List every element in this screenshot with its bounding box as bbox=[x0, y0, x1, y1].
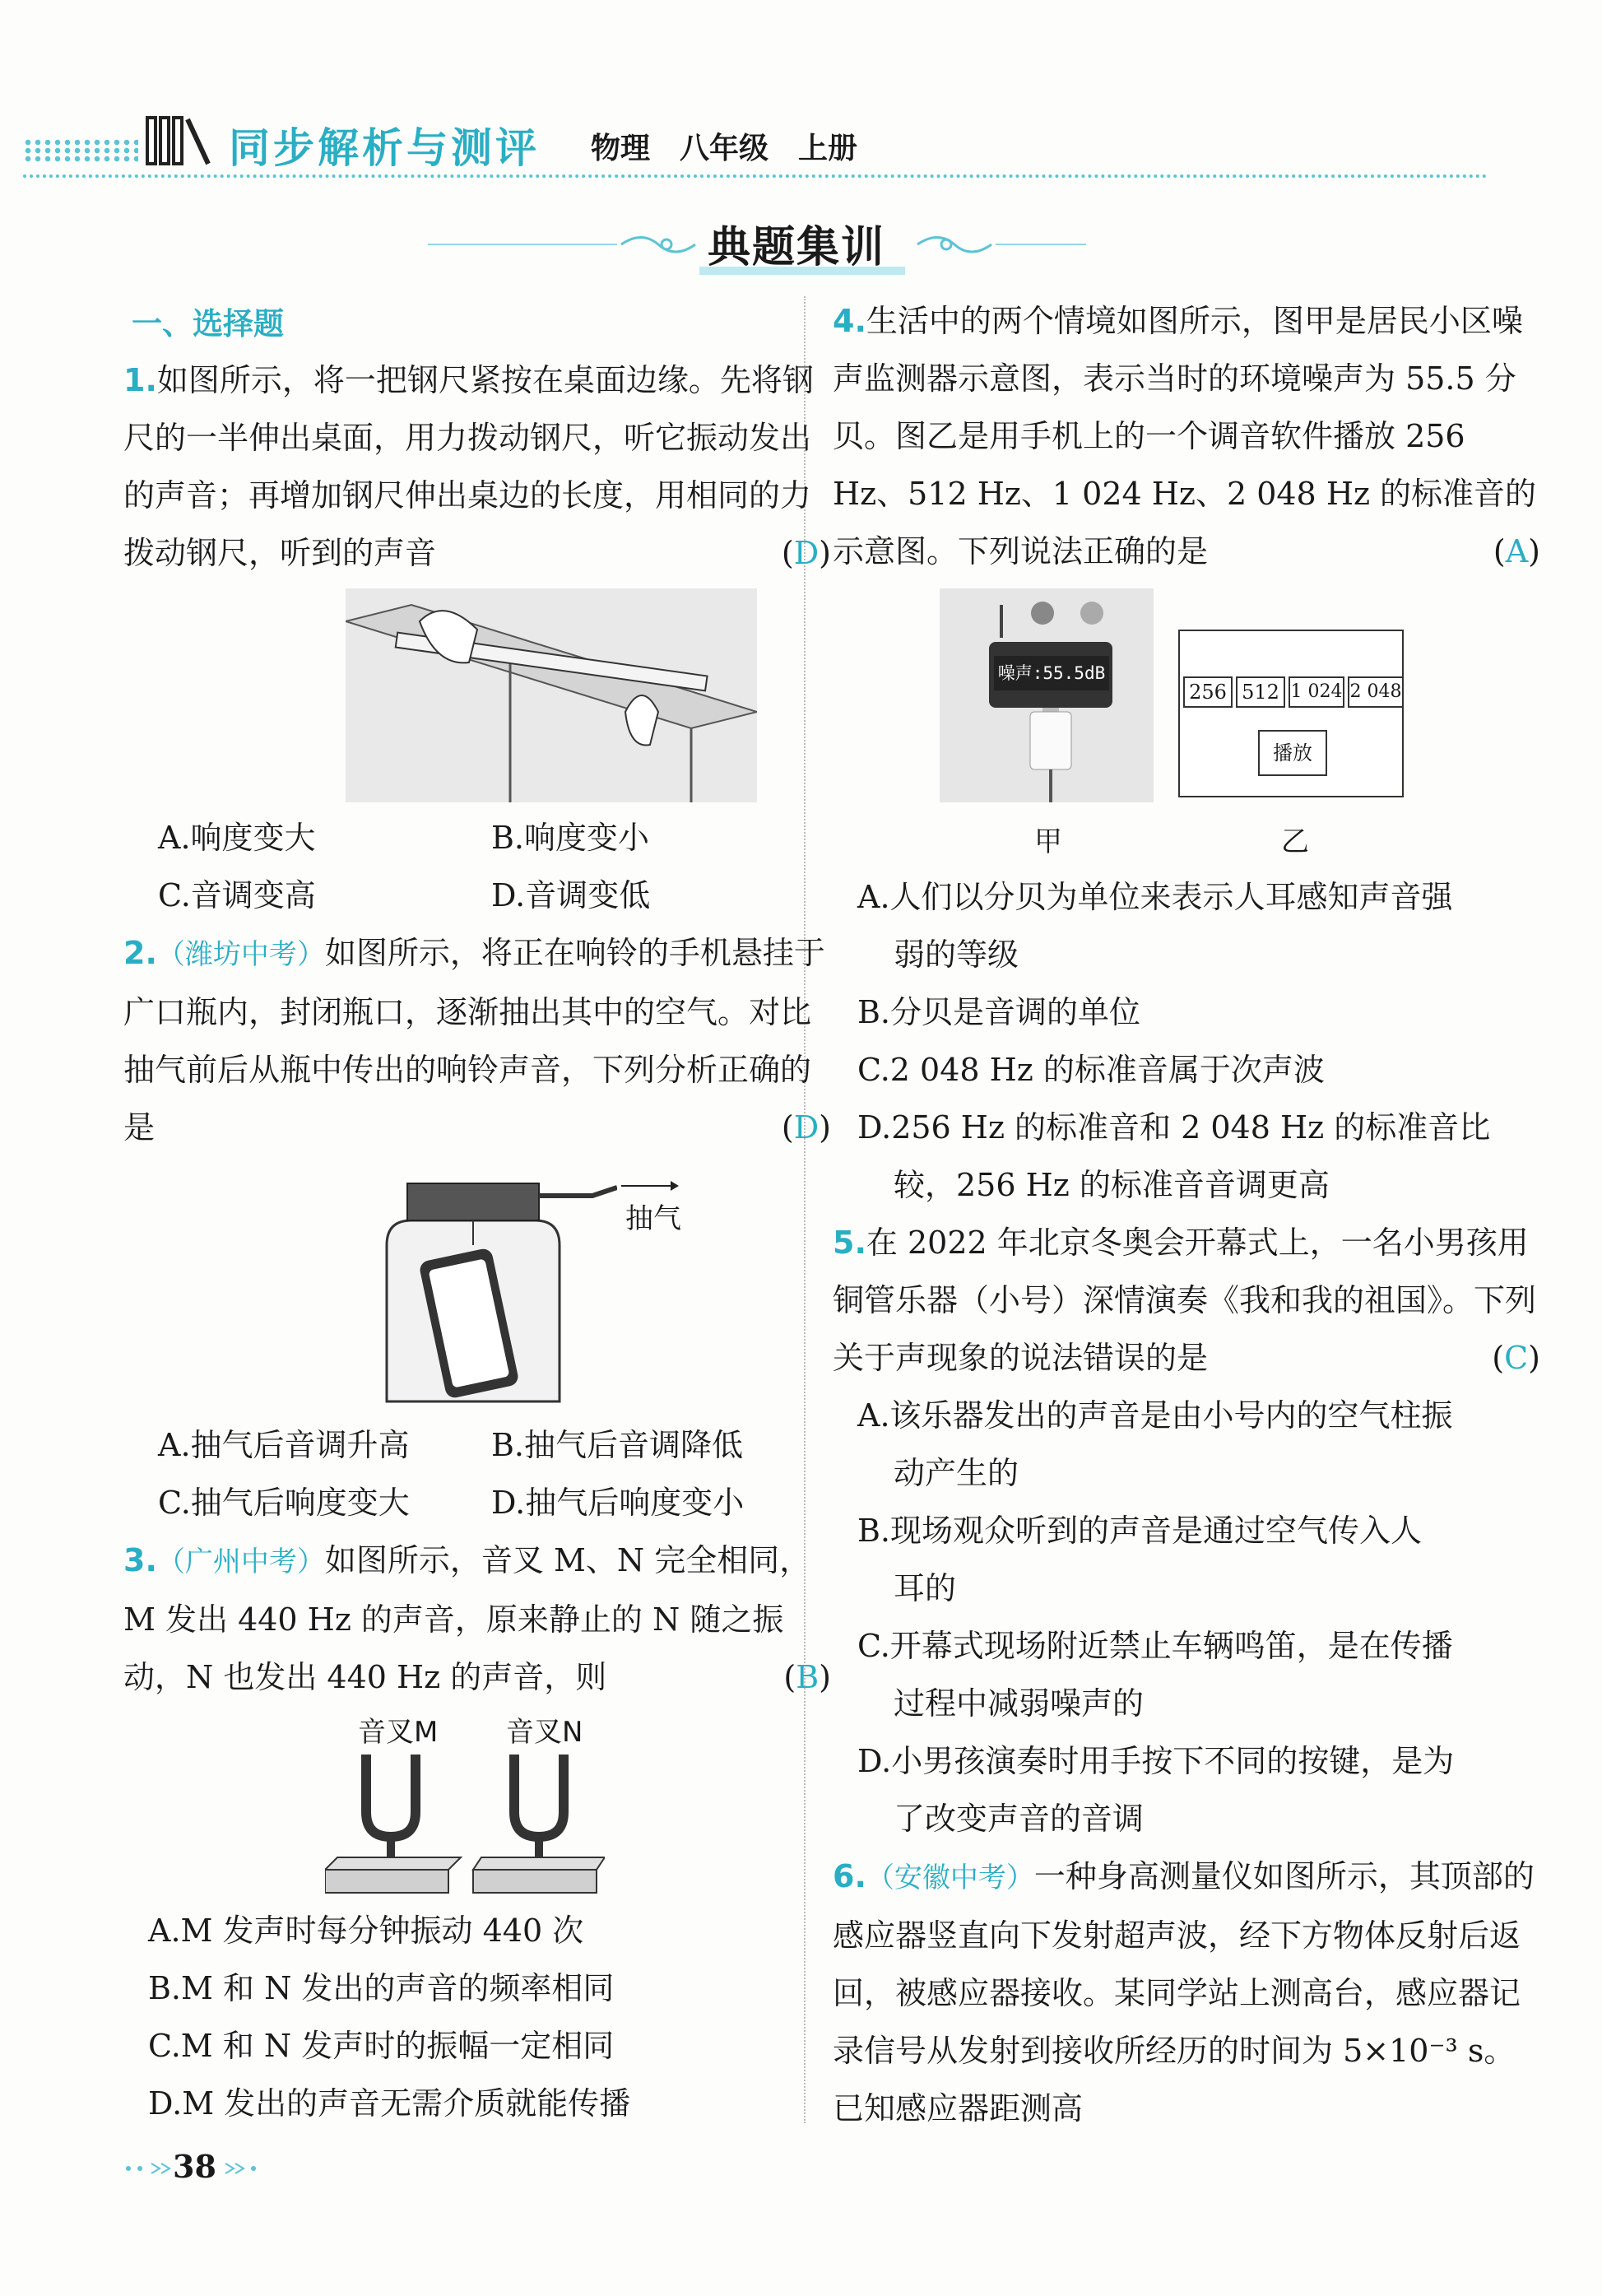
option-continuation: 过程中减弱噪声的 bbox=[894, 1685, 1145, 1722]
option-c: C.抽气后响度变大 bbox=[158, 1485, 410, 1521]
label-yi: 乙 bbox=[1281, 825, 1309, 858]
label-jia: 甲 bbox=[1034, 825, 1062, 858]
option-a: A.响度变大 bbox=[158, 820, 316, 856]
question-number: 1. bbox=[123, 362, 157, 398]
swirl-left-icon bbox=[617, 226, 699, 263]
question-number: 2. bbox=[123, 935, 157, 971]
ruler-on-desk-figure bbox=[346, 588, 757, 802]
option-d: D.256 Hz 的标准音和 2 048 Hz 的标准音比 较，256 Hz 的标准音音调更高 bbox=[833, 1099, 1540, 1214]
swirl-right-icon bbox=[913, 226, 996, 263]
question-number: 6. bbox=[833, 1858, 866, 1894]
answer-letter: D bbox=[793, 1109, 820, 1146]
pump-label: 抽气 bbox=[625, 1202, 681, 1235]
question-source: （广州中考） bbox=[156, 1545, 325, 1578]
arrow-right-icon bbox=[621, 1178, 679, 1194]
banner-line-right bbox=[996, 244, 1086, 245]
option-c: C.M 和 N 发声时的振幅一定相同 bbox=[148, 2028, 615, 2064]
question-5 bbox=[833, 1214, 1540, 1387]
option-a: A.该乐器发出的声音是由小号内的空气柱振 动产生的 bbox=[833, 1387, 1540, 1502]
banner-line-left bbox=[428, 244, 617, 245]
option-a: A.抽气后音调升高 bbox=[158, 1427, 410, 1463]
option-b: B.现场观众听到的声音是通过空气传入人 耳的 bbox=[833, 1502, 1540, 1617]
option-a: A.人们以分贝为单位来表示人耳感知声音强 弱的等级 bbox=[833, 868, 1540, 983]
question-text: 在 2022 年北京冬奥会开幕式上，一名小男孩用铜管乐器（小号）深情演奏《我和我的祖国》。下列关于声现象的说法错误的是 bbox=[833, 1225, 1537, 1376]
freq-button-512: 512 bbox=[1236, 676, 1285, 708]
play-button: 播放 bbox=[1258, 730, 1327, 776]
question-1 bbox=[123, 351, 831, 582]
option-c: C.开幕式现场附近禁止车辆鸣笛，是在传播 过程中减弱噪声的 bbox=[833, 1617, 1540, 1732]
page-header bbox=[23, 107, 1488, 173]
option-b: B.M 和 N 发出的声音的频率相同 bbox=[148, 1970, 615, 2006]
page-number: 38 bbox=[173, 2148, 216, 2185]
frequency-buttons bbox=[1183, 676, 1404, 708]
header-rule bbox=[23, 174, 1488, 178]
freq-button-1024: 1 024 bbox=[1289, 676, 1344, 708]
tuner-app-screen bbox=[1178, 630, 1404, 797]
option-d: D.音调变低 bbox=[491, 877, 651, 913]
option-b: B.响度变小 bbox=[491, 820, 650, 856]
question-text: 如图所示，音叉 M、N 完全相同，M 发出 440 Hz 的声音，原来静止的 N 随之振动，N 也发出 440 Hz 的声音，则 bbox=[123, 1542, 811, 1695]
option-b: B.抽气后音调降低 bbox=[491, 1427, 744, 1463]
answer-mark: (C) bbox=[1492, 1340, 1540, 1376]
question-6 bbox=[833, 1847, 1540, 2137]
noise-monitor-figure bbox=[833, 588, 1540, 860]
options-q1 bbox=[123, 809, 831, 924]
option-a: A.M 发声时每分钟振动 440 次 bbox=[148, 1913, 584, 1949]
answer-letter: C bbox=[1504, 1340, 1529, 1376]
monitor-device-drawing bbox=[940, 588, 1154, 802]
question-text: 一种身高测量仪如图所示，其顶部的感应器竖直向下发射超声波，经下方物体反射后返回，被感应器接收。某同学站上测高台，感应器记录信号从发射到接收所经历的时间为 5×10⁻³ s。已知感应器距测高 bbox=[833, 1858, 1535, 2126]
noise-display: 噪声:55.5dB bbox=[994, 656, 1109, 690]
tuning-fork-figure bbox=[123, 1709, 831, 1899]
monitor-photo bbox=[940, 588, 1154, 802]
series-title: 同步解析与测评 bbox=[229, 124, 540, 172]
subject-info: 物理 八年级 上册 bbox=[591, 132, 858, 165]
option-d: D.抽气后响度变小 bbox=[491, 1485, 745, 1521]
answer-mark: (B) bbox=[783, 1659, 831, 1695]
option-continuation: 动产生的 bbox=[894, 1455, 1019, 1491]
question-number: 5. bbox=[833, 1225, 866, 1261]
answer-mark: (A) bbox=[1493, 533, 1540, 569]
question-text: 如图所示，将一把钢尺紧按在桌面边缘。先将钢尺的一半伸出桌面，用力拨动钢尺，听它振动发出的声音；再增加钢尺伸出桌边的长度，用相同的力拨动钢尺，听到的声音 bbox=[123, 362, 814, 571]
forks-drawing bbox=[325, 1746, 605, 1894]
header-dots-decoration bbox=[23, 138, 138, 163]
question-text: 如图所示，将正在响铃的手机悬挂于广口瓶内，封闭瓶口，逐渐抽出其中的空气。对比抽气前后从瓶中传出的响铃声音，下列分析正确的是 bbox=[123, 935, 825, 1146]
answer-letter: B bbox=[796, 1659, 820, 1695]
question-number: 3. bbox=[123, 1542, 157, 1578]
question-2 bbox=[123, 924, 831, 1156]
right-column bbox=[833, 292, 1540, 2137]
answer-letter: A bbox=[1505, 533, 1529, 569]
option-b: B.分贝是音调的单位 bbox=[857, 994, 1141, 1030]
books-logo-icon bbox=[142, 111, 216, 169]
question-3 bbox=[123, 1531, 831, 1706]
footer-dots-left bbox=[123, 2160, 173, 2177]
question-number: 4. bbox=[833, 303, 866, 339]
fork-m-label: 音叉M bbox=[358, 1716, 439, 1749]
question-source: （潍坊中考） bbox=[156, 938, 325, 971]
answer-letter: D bbox=[793, 535, 820, 571]
option-c: C.音调变高 bbox=[158, 877, 316, 913]
option-continuation: 较，256 Hz 的标准音音调更高 bbox=[894, 1167, 1330, 1203]
option-d: D.小男孩演奏时用手按下不同的按键，是为 了改变声音的音调 bbox=[833, 1732, 1540, 1847]
option-continuation: 耳的 bbox=[894, 1570, 957, 1606]
question-text: 生活中的两个情境如图所示，图甲是居民小区噪声监测器示意图，表示当时的环境噪声为 55.5 分贝。图乙是用手机上的一个调音软件播放 256 Hz、512 Hz、1 024 Hz、2 048 Hz 的标准音的示意图。下列说法正确的是 bbox=[833, 303, 1537, 569]
section-title: 一、选择题 bbox=[132, 306, 284, 342]
option-continuation: 弱的等级 bbox=[894, 937, 1019, 973]
question-source: （安徽中考） bbox=[866, 1861, 1034, 1894]
banner-title: 典题集训 bbox=[708, 223, 886, 272]
freq-button-256: 256 bbox=[1183, 676, 1233, 708]
options-q2 bbox=[123, 1416, 831, 1531]
bell-jar-figure bbox=[123, 1163, 831, 1410]
footer-dots-right bbox=[222, 2160, 263, 2177]
freq-button-2048: 2 048 bbox=[1348, 676, 1404, 708]
option-continuation: 了改变声音的音调 bbox=[894, 1801, 1145, 1837]
section-banner bbox=[428, 206, 1086, 280]
question-4 bbox=[833, 292, 1540, 580]
fork-n-label: 音叉N bbox=[506, 1716, 583, 1749]
option-c: C.2 048 Hz 的标准音属于次声波 bbox=[857, 1052, 1325, 1088]
option-d: D.M 发出的声音无需介质就能传播 bbox=[148, 2085, 631, 2122]
answer-mark: (D) bbox=[781, 535, 831, 571]
left-column bbox=[123, 292, 831, 2132]
answer-mark: (D) bbox=[781, 1109, 831, 1146]
jar-drawing bbox=[370, 1163, 617, 1410]
